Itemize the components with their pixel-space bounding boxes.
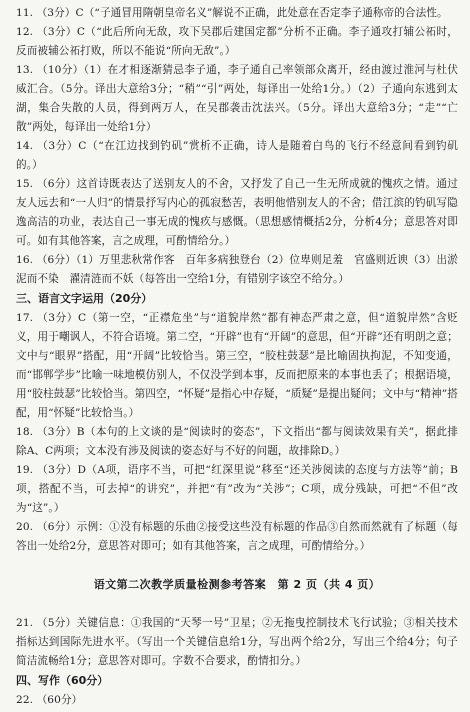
answer-item-15: 15. （6分）这首诗既表达了送别友人的不舍，又抒发了自己一生无所成就的愧疚之情。通过友人远去和“一人归”的情景抒写内心的孤寂愁苦，表明他惜别友人的不舍；借江滨的钓矶写隐逸高洁的功业，表达自己一事无成的愧疚与感慨。（思想感情概括2分，分析4分；意思答对即可。如有其他答案，言之成理，可酌情给分。）	[16, 178, 458, 247]
page-footer: 语文第二次教学质量检测参考答案 第 2 页（共 4 页）	[93, 578, 381, 591]
section-heading-language-use: 三、语言文字运用（20分）	[16, 292, 153, 305]
answer-item-20: 20. （6分）示例：①没有标题的乐曲②接受这些没有标题的作品③自然而然就有了标题（每答出一处给2分，意思答对即可；如有其他答案，言之成理，可酌情给分。）	[16, 521, 458, 552]
answer-item-16: 16. （6分）（1）万里悲秋常作客 百年多病独登台（2）位卑则足羞 官盛则近谀（3）出淤泥而不染 濯清涟而不妖（每答出一空给1分，有错别字该空不给分。）	[16, 254, 458, 285]
answer-item-22: 22. （60分）	[16, 694, 83, 706]
answer-item-14: 14. （3分）C（“在江边找到钓矶”赏析不正确，诗人是随着白鸟的飞行不经意间看到钓矶的。）	[16, 140, 458, 171]
section-heading-writing: 四、写作（60分）	[16, 674, 109, 687]
answer-item-21: 21. （5分）关键信息：①我国的“天琴一号”卫星；②无拖曳控制技术飞行试验；③相关技术指标达到国际先进水平。（写出一个关键信息给1分，写出两个给2分，写出三个给4分；句子简洁流畅给1分；意思答对即可。字数不合要求，酌情扣分。）	[16, 617, 458, 667]
answer-item-17: 17. （3分）C（第一空，“正襟危坐”与“道貌岸然”都有神态严肃之意，但“道貌岸然”含贬义，用于嘲讽人，不符合语境。第二空，“开辟”也有“开阔”的意思，但“开辟”还有明朗之意；文中与“眼界”搭配，用“开阔”比较恰当。第三空，“胶柱鼓瑟”是比喻固执拘泥，不知变通，而“邯郸学步”比喻一味地模仿别人，不仅没学到本事，反而把原来的本事也丢了；根据语境，用“胶柱鼓瑟”比较恰当。第四空，“怀疑”是指心中存疑，“质疑”是提出疑问；文中与“精神”搭配，用“怀疑”比较恰当。）	[16, 312, 458, 419]
answer-item-13: 13. （10分）（1）在才相逐渐猜忌李子通，李子通自己率领部众离开，经由渡过淮河与杜伏威汇合。（5分。译出大意给3分；“稍”“引”两处，每译出一处给1分。）（2）子通向东逃到太湖，集合失散的人员，得到两万人，在吴郡袭击沈法兴。（5分。译出大意给3分；“走”“亡散”两处，每译出一处给1分）	[16, 64, 458, 133]
answer-item-19: 19. （3分）D（A项，语序不当，可把“红深里说”移至“还关涉阅读的态度与方法等”前；B项，搭配不当，可去掉“的讲究”，并把“有”改为“关涉”；C项，成分残缺，可把“不但”改为“这”。）	[16, 464, 458, 514]
answer-item-18: 18. （3分）B（本句的上文谈的是“阅读时的姿态”，下文指出“都与阅读效果有关”，据此排除A、C两项；文本没有涉及阅读的姿态好与不好的问题，故排除D。）	[16, 426, 458, 457]
answer-item-11: 11. （3分）C（“子通冒用隋朝皇帝名义”解说不正确，此处意在否定李子通称帝的合法性。	[16, 7, 448, 19]
answer-item-12: 12. （3分）C（“此后所向无敌，攻下吴郡后建国定都”分析不正确。李子通攻打辅公祏时，反而被辅公祏打败，所以不能说“所向无敌”。）	[16, 26, 458, 57]
